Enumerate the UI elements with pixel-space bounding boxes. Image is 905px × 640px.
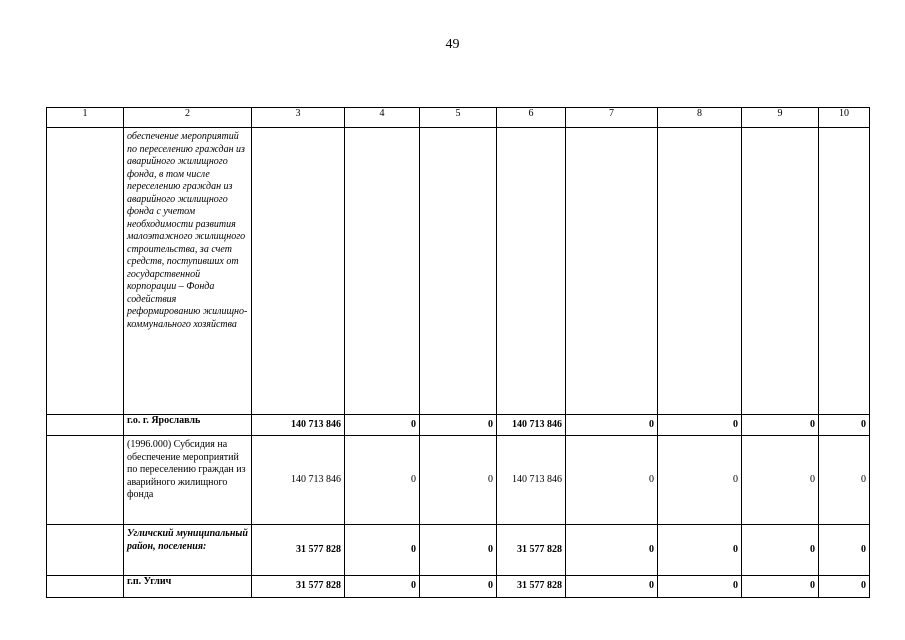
column-header: 7 xyxy=(566,108,658,128)
value-cell: 0 xyxy=(566,436,658,525)
column-number-row xyxy=(47,108,870,128)
table-row xyxy=(47,576,870,598)
value-cell: 31 577 828 xyxy=(252,525,345,576)
column-header: 9 xyxy=(742,108,819,128)
column-header: 8 xyxy=(658,108,742,128)
value-cell: 140 713 846 xyxy=(252,415,345,436)
value-cell: 0 xyxy=(819,436,870,525)
value-cell: 0 xyxy=(420,436,497,525)
value-cell: 0 xyxy=(345,525,420,576)
table-row xyxy=(47,525,870,576)
value-cell: 140 713 846 xyxy=(497,436,566,525)
row-label: Угличский муниципальный район, поселения: xyxy=(124,525,252,576)
value-cell: 0 xyxy=(345,436,420,525)
row-label: г.о. г. Ярославль xyxy=(124,415,252,436)
value-cell: 0 xyxy=(658,525,742,576)
row-description: обеспечение мероприятий по переселению граждан из аварийного жилищного фонда, в том числе переселению граждан из аварийного жилищного фонда с учетом необходимости развития малоэтажного жилищного строительства, за счет средств, поступивших от государственной корпорации – Фонда содействия реформированию жилищно-коммунального хозяйства xyxy=(124,128,252,415)
table-cell xyxy=(47,525,124,576)
table-cell xyxy=(252,128,345,415)
value-cell: 31 577 828 xyxy=(497,576,566,598)
column-header: 3 xyxy=(252,108,345,128)
value-cell: 31 577 828 xyxy=(497,525,566,576)
table-cell xyxy=(47,415,124,436)
value-cell: 0 xyxy=(819,576,870,598)
table-cell xyxy=(345,128,420,415)
column-header: 10 xyxy=(819,108,870,128)
value-cell: 140 713 846 xyxy=(497,415,566,436)
value-cell: 0 xyxy=(742,415,819,436)
table-row xyxy=(47,436,870,525)
value-cell: 140 713 846 xyxy=(252,436,345,525)
value-cell: 0 xyxy=(420,415,497,436)
budget-table xyxy=(46,107,870,598)
table-cell xyxy=(566,128,658,415)
value-cell: 0 xyxy=(566,415,658,436)
column-header: 6 xyxy=(497,108,566,128)
value-cell: 0 xyxy=(566,576,658,598)
value-cell: 0 xyxy=(658,436,742,525)
value-cell: 0 xyxy=(566,525,658,576)
table-cell xyxy=(658,128,742,415)
value-cell: 0 xyxy=(819,525,870,576)
table-cell xyxy=(742,128,819,415)
table-cell xyxy=(47,576,124,598)
value-cell: 0 xyxy=(742,576,819,598)
value-cell: 0 xyxy=(742,525,819,576)
table-cell xyxy=(420,128,497,415)
table-cell xyxy=(497,128,566,415)
value-cell: 0 xyxy=(345,415,420,436)
table-cell xyxy=(819,128,870,415)
column-header: 4 xyxy=(345,108,420,128)
table-cell xyxy=(47,128,124,415)
value-cell: 0 xyxy=(819,415,870,436)
value-cell: 0 xyxy=(742,436,819,525)
table-row xyxy=(47,415,870,436)
table-row xyxy=(47,128,870,415)
column-header: 1 xyxy=(47,108,124,128)
column-header: 2 xyxy=(124,108,252,128)
page-number: 49 xyxy=(445,37,460,52)
column-header: 5 xyxy=(420,108,497,128)
value-cell: 0 xyxy=(420,525,497,576)
value-cell: 0 xyxy=(658,576,742,598)
value-cell: 0 xyxy=(658,415,742,436)
row-label: (1996.000) Субсидия на обеспечение мероприятий по переселению граждан из аварийного жилищного фонда xyxy=(124,436,252,525)
table-cell xyxy=(47,436,124,525)
value-cell: 0 xyxy=(420,576,497,598)
row-label: г.п. Углич xyxy=(124,576,252,598)
value-cell: 0 xyxy=(345,576,420,598)
value-cell: 31 577 828 xyxy=(252,576,345,598)
